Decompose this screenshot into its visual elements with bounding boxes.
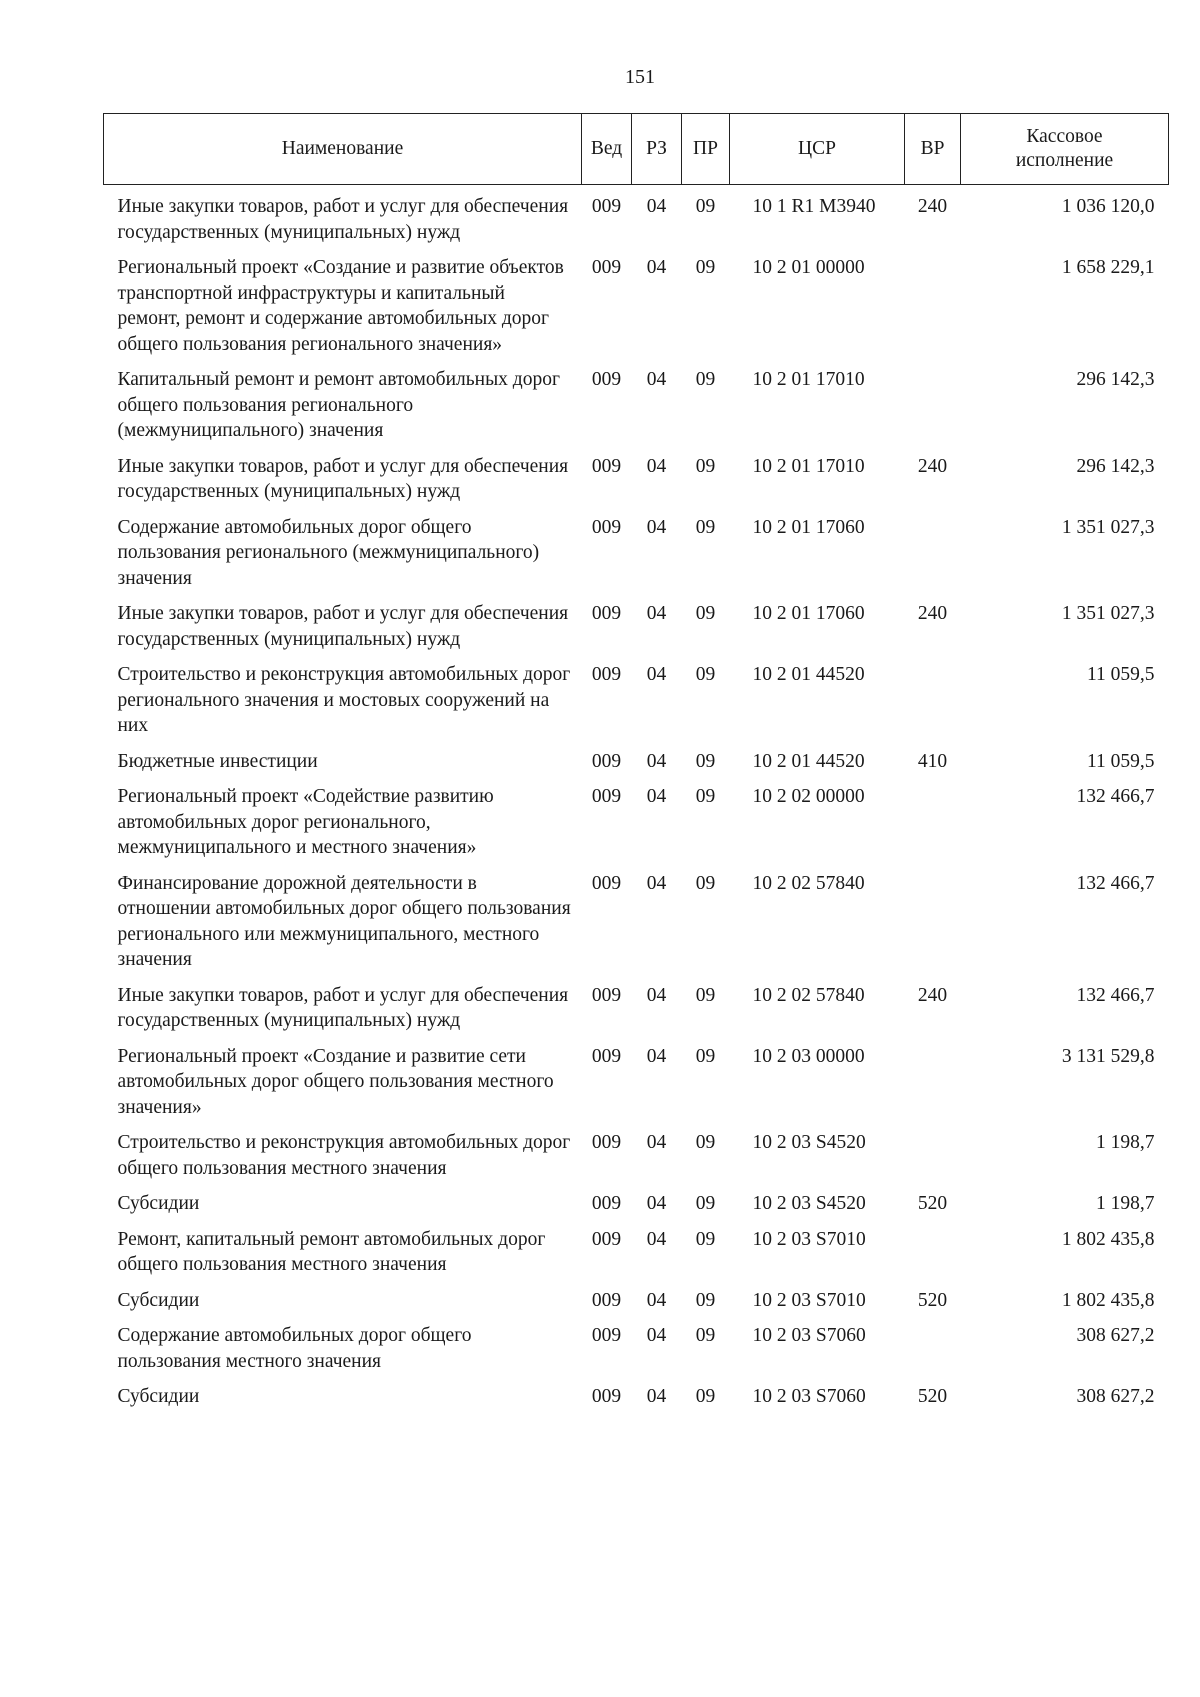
cell-ved: 009 [591, 1132, 622, 1153]
cell-ved: 009 [591, 1289, 622, 1311]
cell-vr: 520 [917, 1386, 948, 1407]
cell-pr: 09 [695, 750, 716, 772]
table-row [104, 1224, 1169, 1285]
cell-csr: 10 2 03 00000 [752, 1045, 865, 1067]
table-row [104, 185, 1169, 253]
cell-rz: 04 [646, 664, 667, 685]
cell-amount: 3 131 529,8 [1061, 1045, 1155, 1067]
cell-vr [905, 512, 961, 599]
cell-rz: 04 [646, 1228, 667, 1250]
header-csr: ЦСР [730, 114, 905, 185]
cell-name: Ремонт, капитальный ремонт автомобильных дорог общего пользования местного значения [117, 1228, 546, 1275]
header-ved: Вед [582, 114, 632, 185]
cell-csr: 10 2 02 00000 [752, 786, 865, 807]
cell-rz: 04 [646, 1289, 667, 1311]
cell-ved: 009 [591, 872, 622, 894]
cell-name: Финансирование дорожной деятельности в отношении автомобильных дорог общего пользования регионального или межмуниципального, местного значения [117, 872, 571, 970]
cell-pr: 09 [695, 1228, 716, 1250]
cell-name: Региональный проект «Содействие развитию автомобильных дорог регионального, межмуниципального и местного значения» [117, 786, 494, 858]
cell-csr: 10 2 01 17060 [752, 516, 865, 538]
cell-name: Содержание автомобильных дорог общего пользования регионального (межмуниципального) значения [117, 516, 540, 589]
table-row [104, 598, 1169, 659]
cell-amount: 1 802 435,8 [1061, 1289, 1155, 1311]
cell-vr [905, 1127, 961, 1188]
cell-csr: 10 2 03 S7060 [752, 1325, 866, 1346]
cell-rz: 04 [646, 516, 667, 538]
cell-ved: 009 [591, 750, 622, 772]
cell-rz: 04 [646, 872, 667, 894]
cell-pr: 09 [695, 1132, 716, 1153]
table-row [104, 1285, 1169, 1321]
table-row [104, 781, 1169, 868]
cell-vr [905, 252, 961, 364]
cell-name: Субсидии [117, 1193, 200, 1214]
cell-ved: 009 [591, 664, 622, 685]
cell-ved: 009 [591, 257, 622, 278]
cell-pr: 09 [695, 516, 716, 538]
cell-vr: 240 [917, 984, 948, 1006]
table-row [104, 252, 1169, 364]
cell-rz: 04 [646, 1132, 667, 1153]
cell-name: Субсидии [117, 1386, 200, 1407]
cell-amount: 132 466,7 [1076, 984, 1155, 1006]
cell-amount: 1 198,7 [1096, 1193, 1155, 1214]
cell-csr: 10 2 01 17010 [752, 369, 865, 390]
cell-name: Иные закупки товаров, работ и услуг для обеспечения государственных (муниципальных) нужд [117, 984, 569, 1031]
cell-vr [905, 1224, 961, 1285]
cell-ved: 009 [591, 1045, 622, 1067]
cell-name: Иные закупки товаров, работ и услуг для обеспечения государственных (муниципальных) нужд [117, 455, 569, 502]
cell-amount: 11 059,5 [1086, 750, 1155, 772]
cell-rz: 04 [646, 603, 667, 624]
cell-csr: 10 2 03 S4520 [752, 1132, 866, 1153]
cell-name: Региональный проект «Создание и развитие объектов транспортной инфраструктуры и капитальный ремонт, ремонт и содержание автомобильных дорог общего пользования регионального значения» [117, 257, 564, 355]
cell-vr [905, 1041, 961, 1128]
cell-amount: 132 466,7 [1076, 872, 1155, 894]
page-number: 151 [625, 66, 655, 88]
cell-pr: 09 [695, 196, 716, 217]
header-amount [961, 114, 1169, 185]
cell-amount: 132 466,7 [1076, 786, 1155, 807]
cell-vr [905, 868, 961, 980]
cell-rz: 04 [646, 1045, 667, 1067]
cell-amount: 308 627,2 [1076, 1325, 1155, 1346]
cell-rz: 04 [646, 196, 667, 217]
cell-vr [905, 659, 961, 746]
cell-csr: 10 2 03 S7060 [752, 1386, 866, 1407]
cell-name: Капитальный ремонт и ремонт автомобильных дорог общего пользования регионального (межмуниципального) значения [117, 369, 560, 441]
table-body [104, 185, 1169, 1417]
table-header-row [104, 114, 1169, 185]
table-row [104, 512, 1169, 599]
budget-table [103, 113, 1169, 1417]
cell-vr: 240 [917, 196, 948, 217]
table-row [104, 659, 1169, 746]
cell-rz: 04 [646, 369, 667, 390]
cell-amount: 1 351 027,3 [1061, 603, 1155, 624]
cell-pr: 09 [695, 786, 716, 807]
cell-pr: 09 [695, 984, 716, 1006]
cell-name: Региональный проект «Создание и развитие сети автомобильных дорог общего пользования местного значения» [117, 1045, 554, 1118]
cell-ved: 009 [591, 1325, 622, 1346]
cell-vr: 520 [917, 1289, 948, 1311]
table-row [104, 1127, 1169, 1188]
cell-ved: 009 [591, 196, 622, 217]
table-row [104, 364, 1169, 451]
cell-rz: 04 [646, 1325, 667, 1346]
cell-rz: 04 [646, 257, 667, 278]
cell-csr: 10 2 03 S4520 [752, 1193, 866, 1214]
cell-amount: 1 802 435,8 [1061, 1228, 1155, 1250]
header-rz: РЗ [632, 114, 682, 185]
table-row [104, 451, 1169, 512]
cell-csr: 10 2 03 S7010 [752, 1228, 866, 1250]
cell-csr: 10 2 01 17060 [752, 603, 865, 624]
cell-ved: 009 [591, 455, 622, 477]
cell-name: Иные закупки товаров, работ и услуг для обеспечения государственных (муниципальных) нужд [117, 603, 569, 650]
cell-amount: 1 658 229,1 [1061, 257, 1155, 278]
cell-ved: 009 [591, 603, 622, 624]
cell-rz: 04 [646, 984, 667, 1006]
cell-pr: 09 [695, 1325, 716, 1346]
cell-ved: 009 [591, 984, 622, 1006]
cell-pr: 09 [695, 872, 716, 894]
cell-pr: 09 [695, 1289, 716, 1311]
cell-pr: 09 [695, 1045, 716, 1067]
cell-ved: 009 [591, 1386, 622, 1407]
header-vr: ВР [905, 114, 961, 185]
cell-ved: 009 [591, 786, 622, 807]
cell-pr: 09 [695, 455, 716, 477]
cell-pr: 09 [695, 1386, 716, 1407]
table-row [104, 1188, 1169, 1224]
cell-name: Иные закупки товаров, работ и услуг для обеспечения государственных (муниципальных) нужд [117, 196, 569, 243]
cell-amount: 308 627,2 [1076, 1386, 1155, 1407]
cell-ved: 009 [591, 1193, 622, 1214]
cell-csr: 10 2 01 00000 [752, 257, 865, 278]
cell-name: Субсидии [117, 1289, 200, 1311]
cell-vr [905, 1320, 961, 1381]
cell-amount: 296 142,3 [1076, 455, 1155, 477]
cell-ved: 009 [591, 516, 622, 538]
cell-amount: 11 059,5 [1086, 664, 1155, 685]
cell-rz: 04 [646, 750, 667, 772]
cell-vr: 520 [917, 1193, 948, 1214]
cell-rz: 04 [646, 1386, 667, 1407]
cell-name: Содержание автомобильных дорог общего пользования местного значения [117, 1325, 472, 1372]
cell-csr: 10 2 02 57840 [752, 872, 865, 894]
cell-rz: 04 [646, 1193, 667, 1214]
cell-csr: 10 1 R1 М3940 [752, 196, 876, 217]
cell-amount: 1 198,7 [1096, 1132, 1155, 1153]
table-row [104, 1041, 1169, 1128]
header-name: Наименование [104, 114, 582, 185]
cell-pr: 09 [695, 1193, 716, 1214]
cell-vr [905, 364, 961, 451]
cell-amount: 1 351 027,3 [1061, 516, 1155, 538]
table-row [104, 868, 1169, 980]
cell-rz: 04 [646, 786, 667, 807]
cell-vr: 410 [917, 750, 948, 772]
header-pr: ПР [682, 114, 730, 185]
cell-ved: 009 [591, 1228, 622, 1250]
cell-name: Строительство и реконструкция автомобильных дорог регионального значения и мостовых сооружений на них [117, 664, 571, 736]
table-row [104, 746, 1169, 782]
cell-pr: 09 [695, 369, 716, 390]
cell-csr: 10 2 03 S7010 [752, 1289, 866, 1311]
cell-pr: 09 [695, 664, 716, 685]
cell-vr [905, 781, 961, 868]
cell-name: Строительство и реконструкция автомобильных дорог общего пользования местного значения [117, 1132, 571, 1179]
cell-csr: 10 2 01 44520 [752, 664, 865, 685]
table-row [104, 980, 1169, 1041]
table-row [104, 1320, 1169, 1381]
cell-pr: 09 [695, 257, 716, 278]
cell-vr: 240 [917, 603, 948, 624]
cell-csr: 10 2 02 57840 [752, 984, 865, 1006]
cell-amount: 1 036 120,0 [1061, 196, 1155, 217]
cell-ved: 009 [591, 369, 622, 390]
cell-amount: 296 142,3 [1076, 369, 1155, 390]
cell-csr: 10 2 01 44520 [752, 750, 865, 772]
table-row [104, 1381, 1169, 1417]
cell-name: Бюджетные инвестиции [117, 750, 318, 772]
cell-vr: 240 [917, 455, 948, 477]
cell-csr: 10 2 01 17010 [752, 455, 865, 477]
cell-pr: 09 [695, 603, 716, 624]
header-amount-label: Кассовое исполнение [1015, 126, 1114, 171]
cell-rz: 04 [646, 455, 667, 477]
